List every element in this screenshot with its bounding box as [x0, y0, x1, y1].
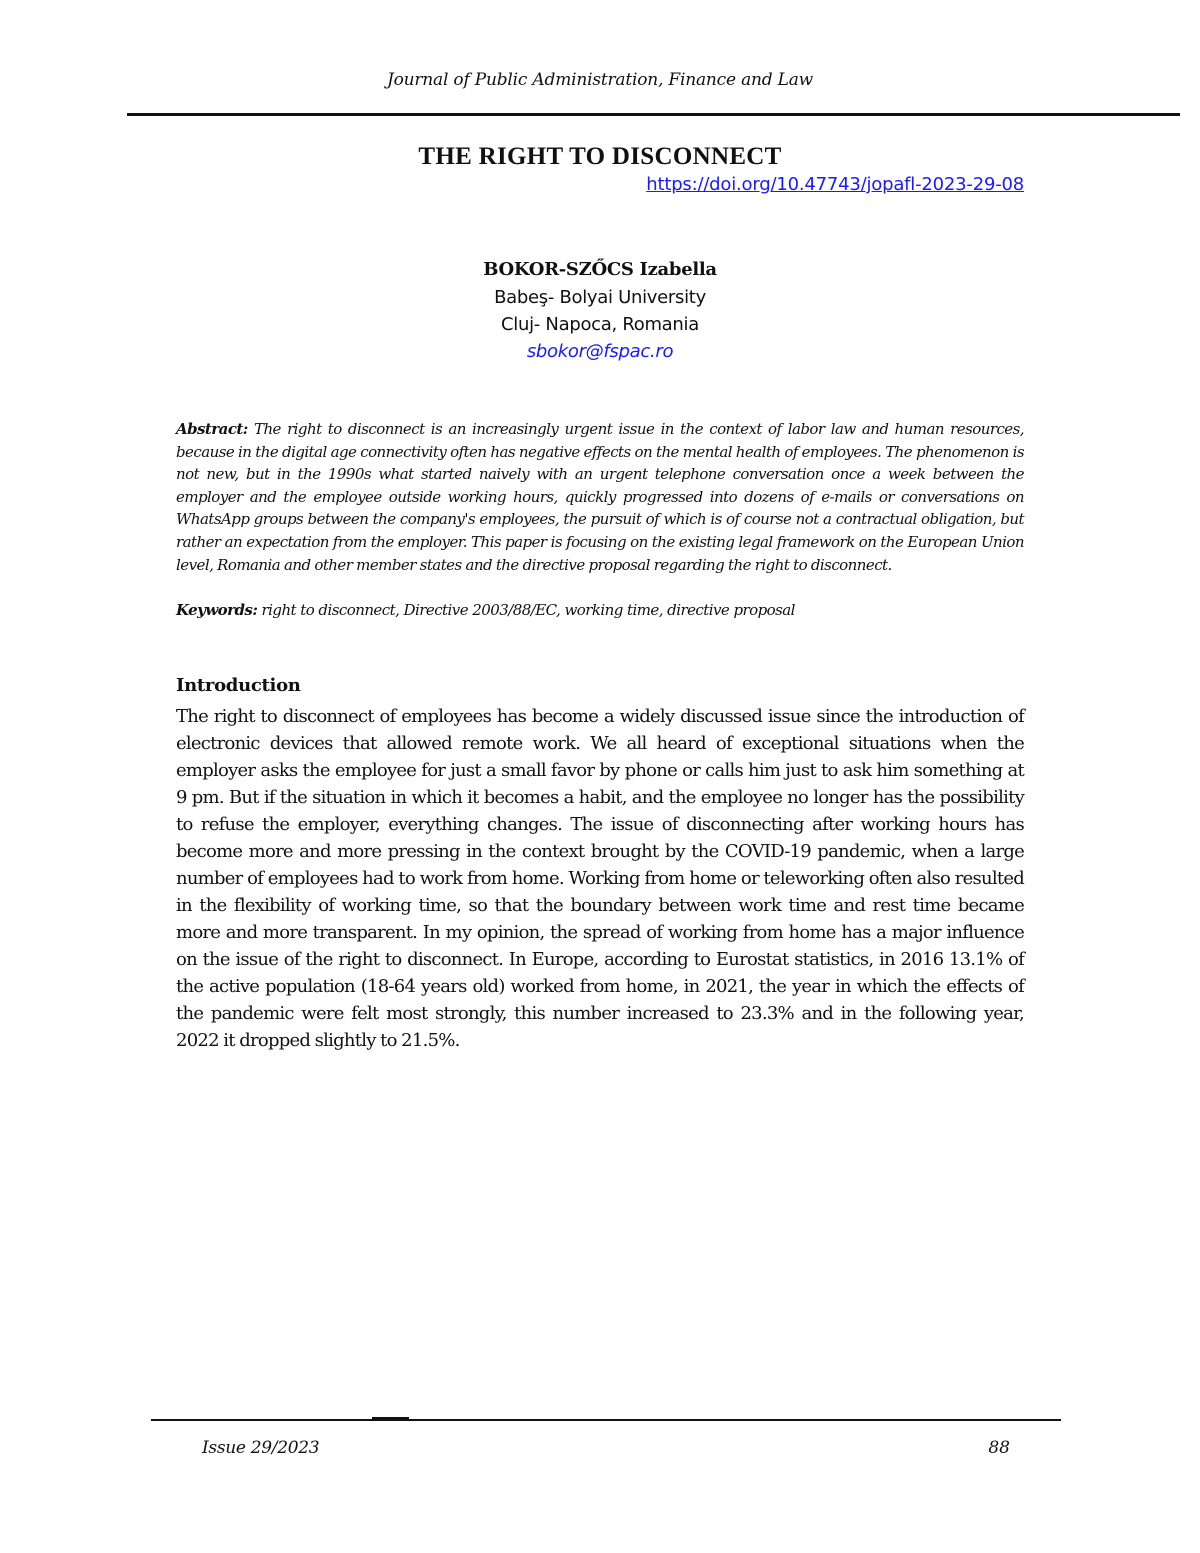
page-number: 88 — [988, 1438, 1010, 1458]
abstract — [176, 418, 1024, 576]
article-title: THE RIGHT TO DISCONNECT — [418, 143, 782, 170]
author-block — [0, 256, 1200, 365]
keywords — [176, 599, 1024, 621]
issue-label: Issue 29/2023 — [202, 1438, 320, 1458]
footer-divider — [151, 1419, 1061, 1421]
doi-link[interactable]: https://doi.org/10.47743/jopafl-2023-29-08 — [646, 174, 1024, 195]
abstract-text: The right to disconnect is an increasingly urgent issue in the context of labor law and human resources, because in the digital age connectivity often has negative effects on the mental health of employees. The phenomenon is not new, but in the 1990s what started naively with an urgent telephone conversation once a week between the employer and the employee outside working hours, quickly progressed into dozens of e-mails or conversations on WhatsApp groups between the company's employees, the pursuit of which is of course not a contractual obligation, but rather an expectation from the employer. This paper is focusing on the existing legal framework on the European Union level, Romania and other member states and the directive proposal regarding the right to disconnect. — [176, 420, 1024, 574]
journal-running-head: Journal of Public Administration, Finance and Law — [386, 70, 814, 90]
author-location: Cluj- Napoca, Romania — [501, 314, 699, 335]
author-university: Babeş- Bolyai University — [494, 287, 706, 308]
introduction-paragraph: The right to disconnect of employees has become a widely discussed issue since the introduction of electronic devices that allowed remote work. We all heard of exceptional situations when the employer asks the employee for just a small favor by phone or calls him just to ask him something at 9 pm. But if the situation in which it becomes a habit, and the employee no longer has the possibility to refuse the employer, everything changes. The issue of disconnecting after working hours has become more and more pressing in the context brought by the COVID-19 pandemic, when a large number of employees had to work from home. Working from home or teleworking often also resulted in the flexibility of working time, so that the boundary between work time and rest time became more and more transparent. In my opinion, the spread of working from home has a major influence on the issue of the right to disconnect. In Europe, according to Eurostat statistics, in 2016 13.1% of the active population (18-64 years old) worked from home, in 2021, the year in which the effects of the pandemic were felt most strongly, this number increased to 23.3% and in the following year, 2022 it dropped slightly to 21.5%. — [176, 706, 1024, 1051]
author-name: BOKOR-SZŐCS Izabella — [483, 259, 717, 280]
keywords-text: right to disconnect, Directive 2003/88/EC, working time, directive proposal — [261, 601, 795, 619]
keywords-label: Keywords: — [176, 601, 258, 619]
introduction-heading: Introduction — [176, 675, 301, 696]
header-divider — [127, 113, 1180, 116]
author-email-link[interactable]: sbokor@fspac.ro — [526, 341, 674, 362]
abstract-label: Abstract: — [176, 420, 248, 438]
footer-divider-mark — [372, 1417, 409, 1421]
